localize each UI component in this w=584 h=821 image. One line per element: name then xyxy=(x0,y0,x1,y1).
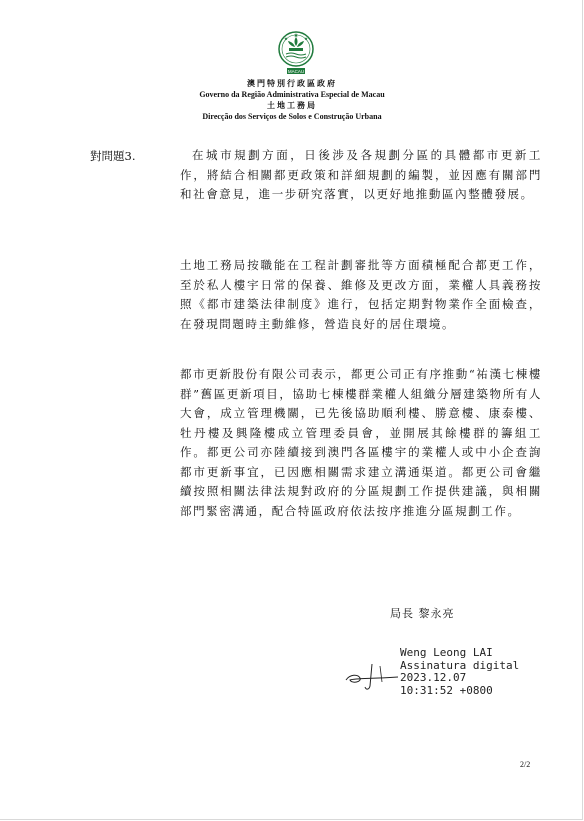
paragraph-1: 在城市規劃方面，日後涉及各規劃分區的具體都市更新工作，將結合相關都更政策和詳細規劃的編製，並因應有關部門和社會意見，進一步研究落實，以更好地推動區內整體發展。 xyxy=(180,148,542,201)
handwritten-signature xyxy=(340,660,402,692)
emblem-text: MACAU xyxy=(287,68,305,74)
question-label: 對問題3. xyxy=(90,149,136,163)
paragraph-3: 都市更新股份有限公司表示，都更公司正有序推動“祐漢七棟樓群”舊區更新項目，協助七棟樓群業權人組織分層建築物所有人大會，成立管理機關，已先後協助順利樓、勝意樓、康泰樓、牡丹樓及興隆樓成立管理委員會，並開展其餘樓群的籌組工作。都更公司亦陸續接到澳門各區樓宇的業權人或中小企查詢都市更新事宜，已因應相關需求建立溝通渠道。都更公司會繼續按照相關法律法規對政府的分區規劃工作提供建議，與相關部門緊密溝通，配合特區政府依法按序推進分區規劃工作。 xyxy=(180,367,542,518)
government-name-pt: Governo da Região Administrativa Especial de Macau xyxy=(199,90,385,99)
signature-time: 10:31:52 +0800 xyxy=(400,683,493,697)
department-name-zh: 土地工務局 xyxy=(267,101,317,110)
page-number: 2/2 xyxy=(520,760,531,769)
document-header xyxy=(0,78,584,122)
signatory-name: 局長 黎永亮 xyxy=(390,607,455,620)
signature-date: 2023.12.07 xyxy=(400,671,467,684)
department-name-pt: Direcção dos Serviços de Solos e Construção Urbana xyxy=(202,112,382,121)
paragraph-2: 土地工務局按職能在工程計劃審批等方面積極配合都更工作，至於私人樓宇日常的保養、維修及更改方面，業權人具義務按照《都市建築法律制度》進行，包括定期對物業作全面檢查，在發現問題時主動維修，營造良好的居住環境。 xyxy=(180,258,542,331)
signature-label: Assinatura digital xyxy=(400,658,520,672)
signer-name: Weng Leong LAI xyxy=(400,646,493,659)
government-name-zh: 澳門特別行政區政府 xyxy=(247,79,337,88)
macau-emblem-icon xyxy=(274,30,318,76)
digital-signature-block xyxy=(400,647,519,697)
